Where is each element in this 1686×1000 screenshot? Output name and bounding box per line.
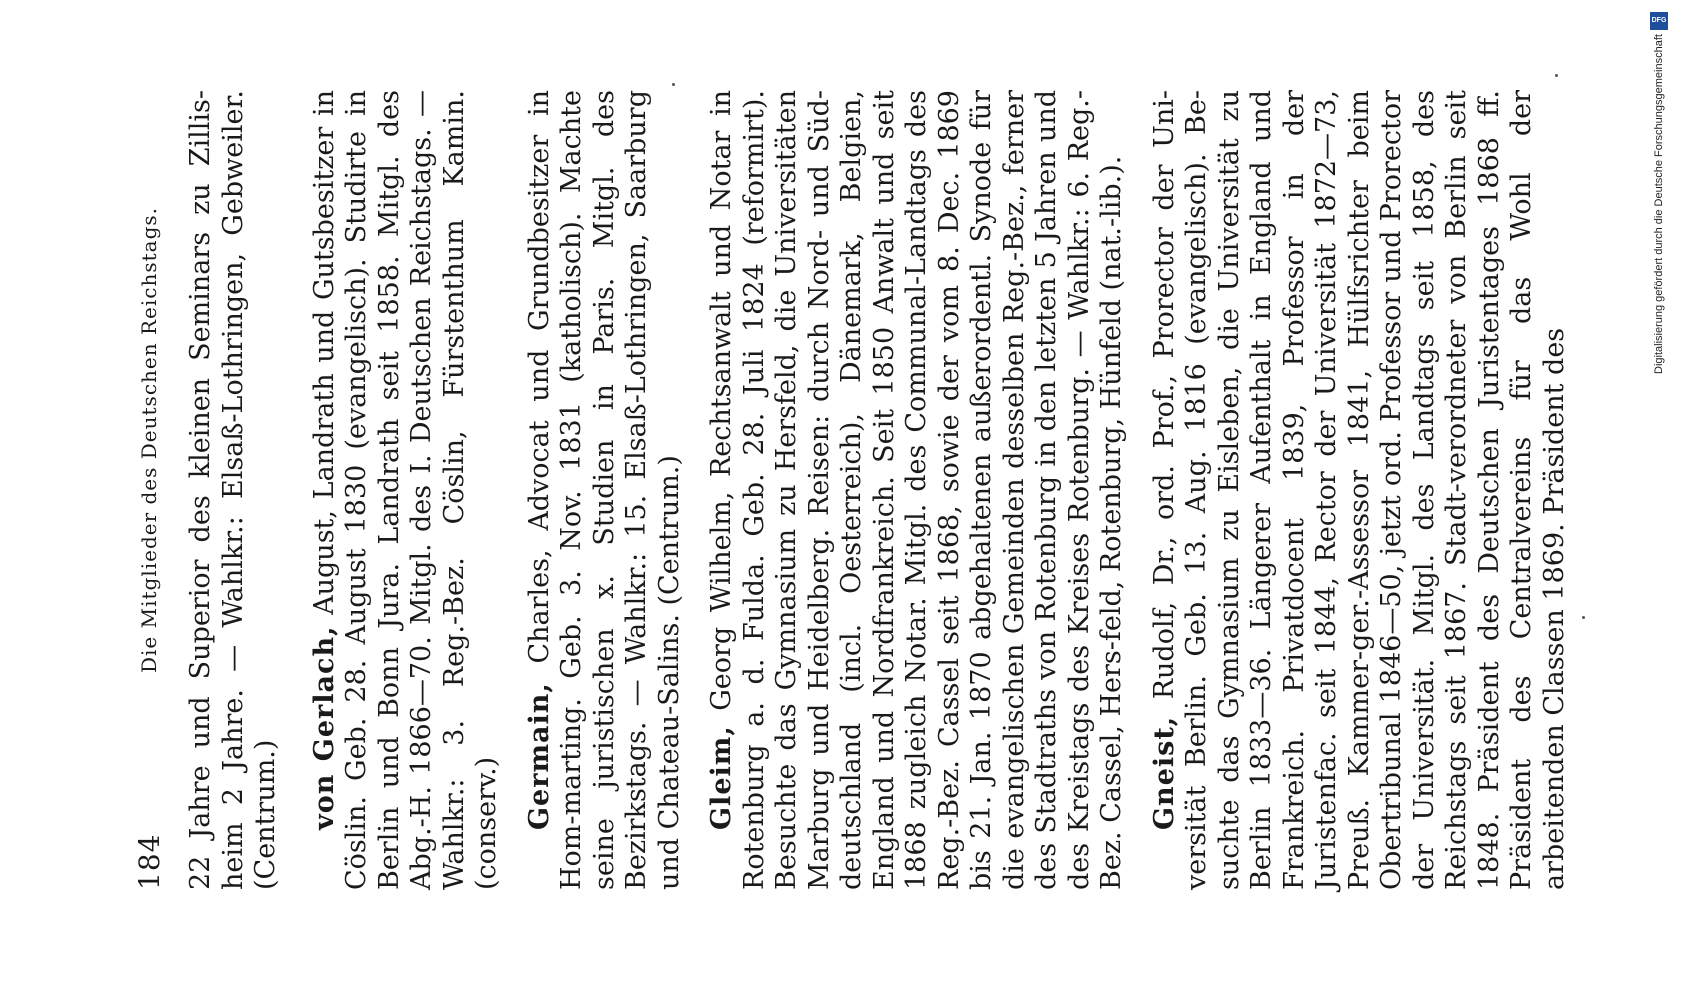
entry-name: Germain,	[523, 682, 555, 830]
running-title: Die Mitglieder des Deutschen Reichstags.	[137, 207, 161, 674]
digitization-credit	[1640, 10, 1680, 990]
page-header	[115, 90, 175, 890]
entry-germain	[524, 90, 687, 890]
entry-name: Gneist,	[1148, 715, 1180, 830]
body-text	[185, 90, 1591, 890]
scan-speck	[1555, 74, 1558, 77]
scan-speck	[672, 83, 675, 86]
entry-gneist	[1149, 90, 1572, 890]
entry-text: Georg Wilhelm, Rechtsanwalt und Notar in Rotenburg a. d. Fulda. Geb. 28. Juli 1824 (reformirt). Besuchte das Gymnasium zu Hersfeld, die Universitäten Marburg und Heidelberg. Reisen: durch Nord- und Süd-deutschland (incl. Oesterreich), Dänemark, Belgien, England und Nordfrankreich. Seit 1850 Anwalt und seit 1868 zugleich Notar. Mitgl. des Communal-Landtags des Reg.-Bez. Cassel seit 1868, sowie der vom 8. Dec. 1869 bis 21. Jan. 1870 abgehaltenen außerordentl. Synode für die evangelischen Gemeinden desselben Reg.-Bez., ferner des Stadtraths von Rotenburg in den letzten 5 Jahren und des Kreistags des Kreises Rotenburg. — Wahlkr.: 6. Reg.-Bez. Cassel, Hers-feld, Rotenburg, Hünfeld (nat.-lib.).	[706, 90, 1127, 890]
scan-speck	[1582, 616, 1585, 619]
entry-text: Rudolf, Dr., ord. Prof., Prorector der Uni-versität Berlin. Geb. 13. Aug. 1816 (evangelisch). Be-suchte das Gymnasium zu Eisleben, die Universität zu Berlin 1833—36. Längerer Aufenthalt in England und Frankreich. Privatdocent 1839, Professor in der Juristenfac. seit 1844, Rector der Universität 1872—73, Preuß. Kammer-ger.-Assessor 1841, Hülfsrichter beim Obertribunal 1846—50, jetzt ord. Professor und Prorector der Universität. Mitgl. des Landtags seit 1858, des Reichstags seit 1867. Stadt-verordneter von Berlin seit 1848. Präsident des Deutschen Juristentages 1868 ff. Präsident des Centralvereins für das Wohl der arbeitenden Classen 1869. Präsident des	[1148, 90, 1570, 890]
page-number: 184	[133, 833, 166, 890]
entry-gerlach	[309, 90, 504, 890]
entry-name: von Gerlach,	[308, 625, 340, 830]
entry-continuation	[185, 90, 283, 890]
scanned-page	[60, 0, 1570, 1000]
entry-gleim	[706, 90, 1129, 890]
dfg-logo: DFG	[1650, 12, 1668, 30]
entry-name: Gleim,	[706, 725, 737, 830]
entry-text: Charles, Advocat und Grundbesitzer in Hom-marting. Geb. 3. Nov. 1831 (katholisch). Machte seine juristischen x. Studien in Paris. Mitgl. des Bezirkstags. — Wahlkr.: 15. Elsaß-Lothringen, Saarburg und Chateau-Salins. (Centrum.)	[523, 90, 685, 890]
entry-text: August, Landrath und Gutsbesitzer in Cöslin. Geb. 28. August 1830 (evangelisch). Studirte in Berlin und Bonn Jura. Landrath seit 1858. Mitgl. des Abg.-H. 1866—70. Mitgl. des I. Deutschen Reichstags. — Wahlkr.: 3. Reg.-Bez. Cöslin, Fürstenthum Kamin. (conserv.)	[308, 90, 502, 890]
entry-text: 22 Jahre und Superior des kleinen Seminars zu Zillis-heim 2 Jahre. — Wahlkr.: Elsaß-Lothringen, Gebweiler. (Centrum.)	[185, 90, 281, 890]
credit-text: Digitalisierung gefördert durch die Deutsche Forschungsgemeinschaft	[1653, 34, 1665, 374]
